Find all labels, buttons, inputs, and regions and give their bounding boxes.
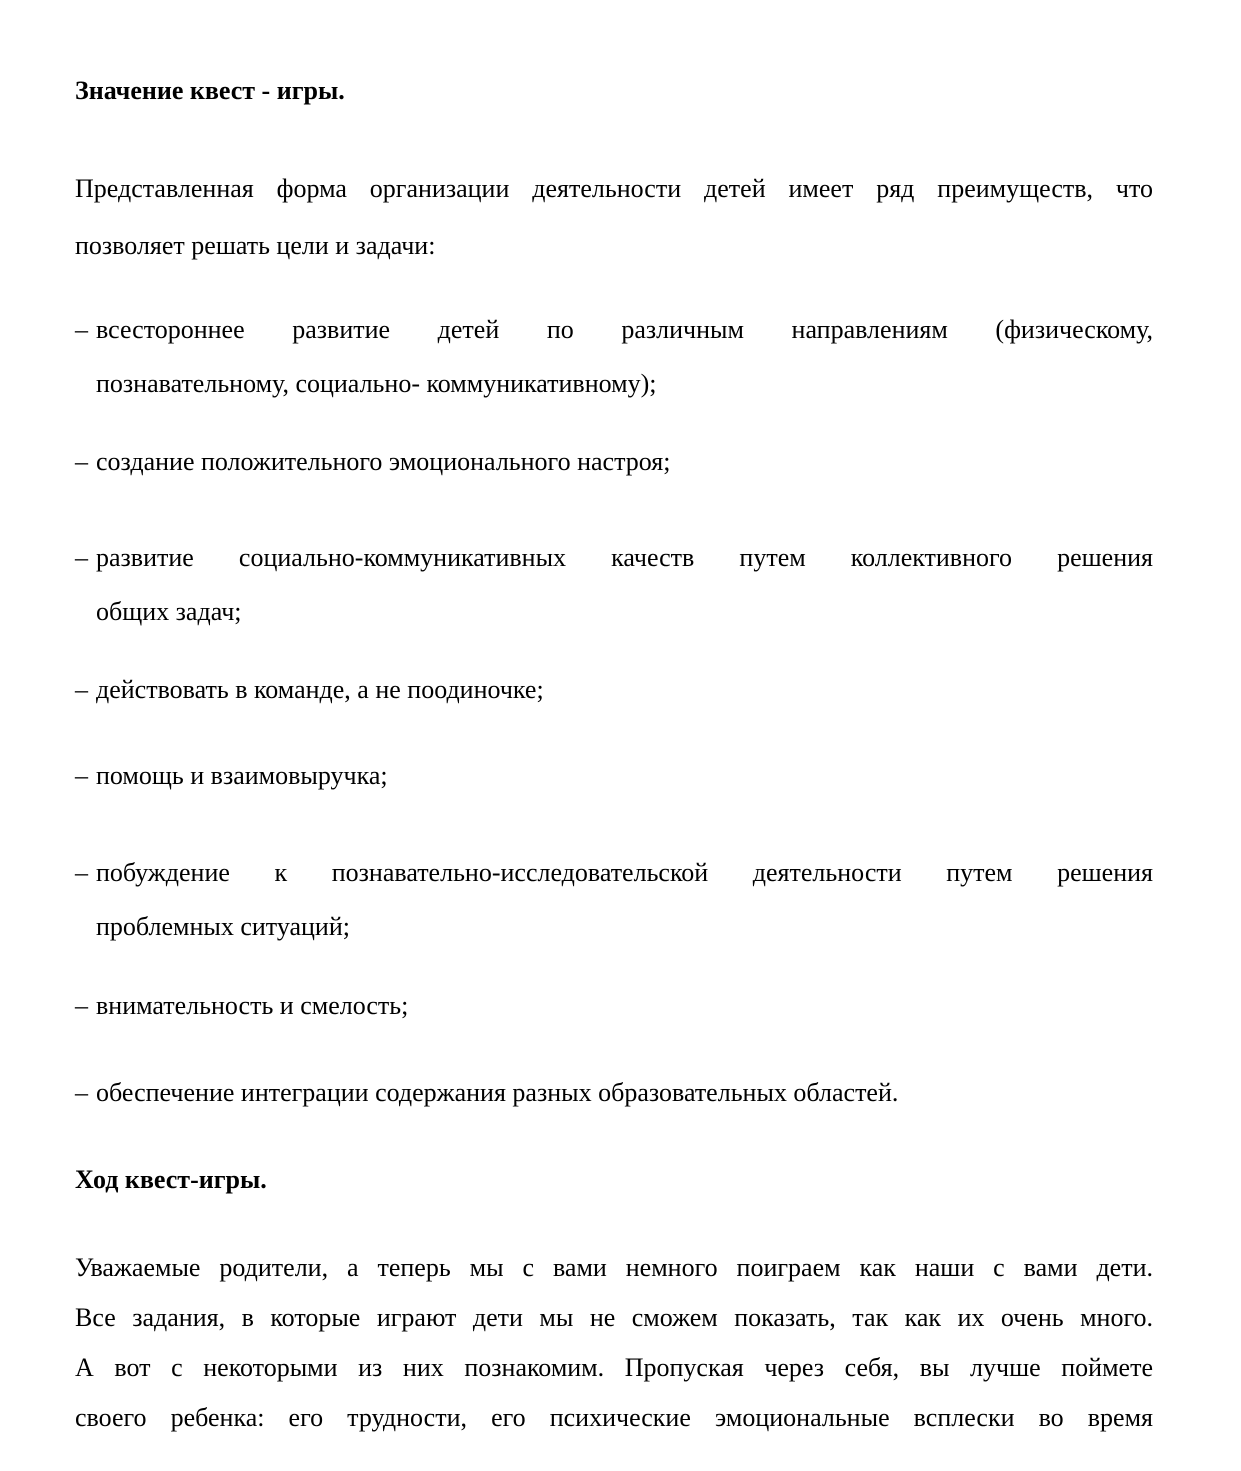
bullet-dash: –: [75, 675, 88, 704]
bullet-dash: –: [75, 858, 88, 887]
closing-line: Все задания, в которые играют дети мы не сможем показать, так как их очень много.: [75, 1303, 1153, 1332]
list-item-line: помощь и взаимовыручка;: [96, 761, 388, 790]
closing-line: Уважаемые родители, а теперь мы с вами немного поиграем как наши с вами дети.: [75, 1253, 1153, 1282]
list-item-line: развитие социально-коммуникативных качеств путем коллективного решения: [96, 543, 1153, 572]
intro-line: позволяет решать цели и задачи:: [75, 231, 436, 260]
intro-paragraph: [75, 160, 1153, 274]
list-item-line: создание положительного эмоционального настроя;: [96, 447, 671, 476]
list-item-line: побуждение к познавательно-исследовательской деятельности путем решения: [96, 858, 1153, 887]
list-item-line: обеспечение интеграции содержания разных образовательных областей.: [96, 1078, 899, 1107]
bullet-dash: –: [75, 761, 88, 790]
list-item-line: всестороннее развитие детей по различным направлениям (физическому,: [96, 315, 1153, 344]
bullet-dash: –: [75, 543, 88, 572]
document-page: [75, 0, 1153, 1471]
section-heading-quest-meaning: Значение квест - игры.: [75, 76, 345, 105]
list-item-line: познавательному, социально- коммуникативному);: [96, 369, 657, 398]
closing-line: А вот с некоторыми из них познакомим. Пропуская через себя, вы лучше поймете: [75, 1353, 1153, 1382]
bullet-dash: –: [75, 315, 88, 344]
list-item-line: общих задач;: [96, 597, 242, 626]
intro-line: Представленная форма организации деятельности детей имеет ряд преимуществ, что: [75, 174, 1153, 203]
list-item-line: внимательность и смелость;: [96, 991, 409, 1020]
section-heading-quest-progress: Ход квест-игры.: [75, 1165, 267, 1194]
closing-line: своего ребенка: его трудности, его психические эмоциональные всплески во время: [75, 1403, 1153, 1432]
bullet-dash: –: [75, 991, 88, 1020]
bullet-dash: –: [75, 1078, 88, 1107]
bullet-dash: –: [75, 447, 88, 476]
list-item-line: проблемных ситуаций;: [96, 912, 350, 941]
closing-paragraph: [75, 1243, 1153, 1443]
list-item-line: действовать в команде, а не поодиночке;: [96, 675, 544, 704]
